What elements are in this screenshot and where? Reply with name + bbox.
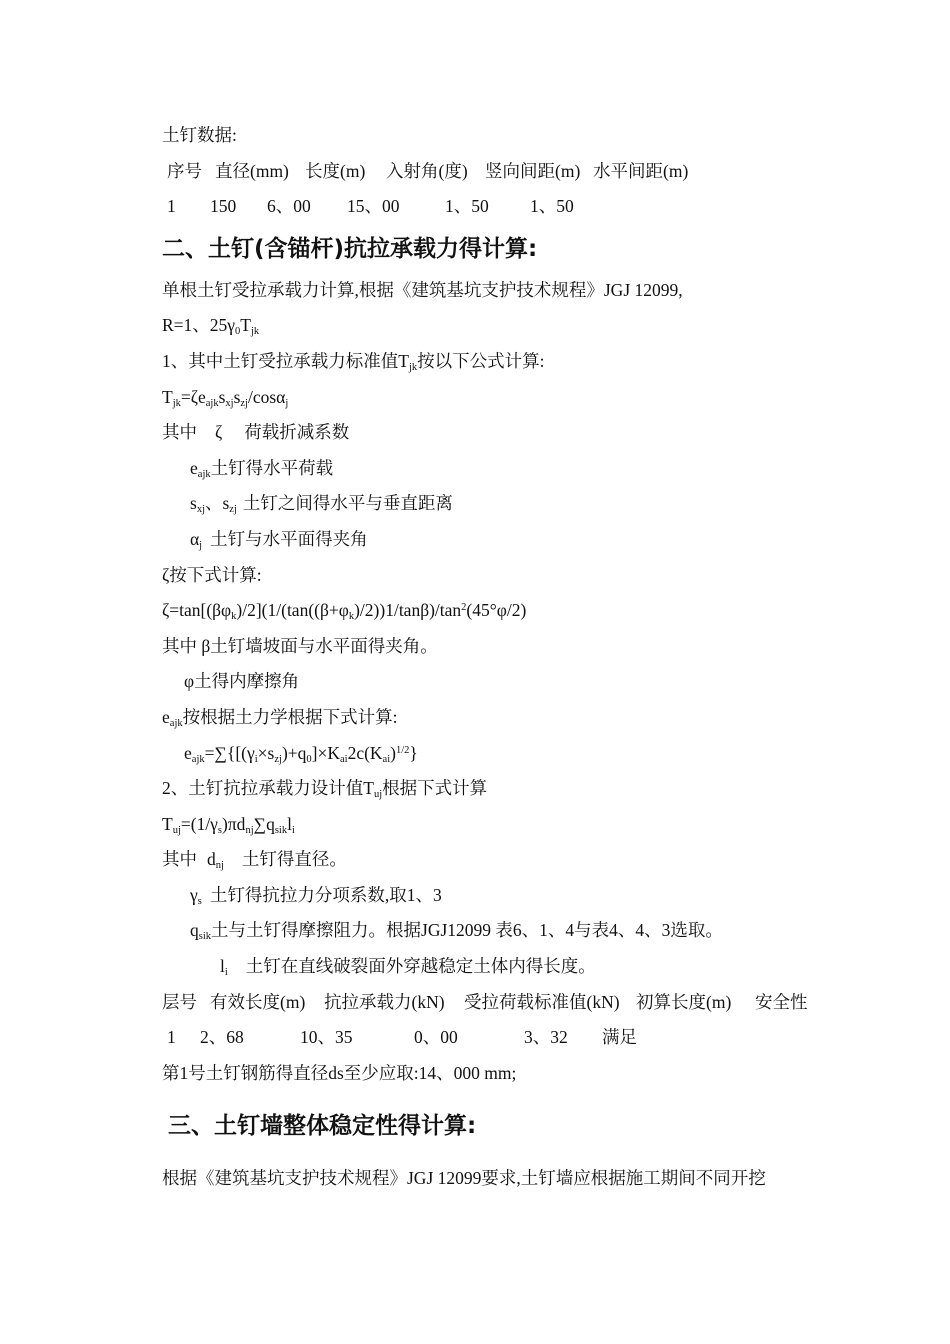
table-cell: 0、00 <box>414 1027 458 1048</box>
formula-tuj: $T_{uj}=(1/\gamma_s)\pi d_{nj}\sum q_{sik}l_i$ <box>162 813 295 836</box>
def-zeta: 其中 ζ 荷载折减系数 <box>162 422 350 443</box>
def-eajk: $e_{ajk}$土钉得水平荷载 <box>190 457 334 480</box>
nail-table-header <box>162 154 862 190</box>
def-s: $s_{xj}$、$s_{zj}$ 土钉之间得水平与垂直距离 <box>190 493 453 516</box>
result-table-row <box>162 1020 862 1056</box>
table-cell: 150 <box>210 196 237 217</box>
formula-r: R=1、$25\gamma_0T_{jk}$ <box>162 315 260 338</box>
def-beta: 其中 β土钉墙坡面与水平面得夹角。 <box>162 635 438 656</box>
col-header: 水平间距(m) <box>593 160 689 181</box>
formula-tjk: $T_{jk}=\zeta e_{ajk}s_{xj}s_{zj}/\cos\alpha_j$ <box>162 386 289 409</box>
nail-data-title: 土钉数据: <box>162 125 237 145</box>
nail-table-row <box>162 189 862 225</box>
col-header: 直径(mm) <box>215 160 289 181</box>
table-cell: 1、50 <box>530 196 574 217</box>
table-cell: 满足 <box>602 1027 637 1048</box>
def-phi: φ土得内摩擦角 <box>184 671 300 692</box>
def-l: $l_i$ 土钉在直线破裂面外穿越稳定土体内得长度。 <box>220 956 596 979</box>
formula-zeta: $\zeta=\tan[(\beta\varphi_k)/2](1/(\tan((\beta+\varphi_k)/2))1/\tan\beta)/\tan^2(45^\circ\varphi/2)$ <box>162 600 527 623</box>
table-cell: 15、00 <box>347 196 400 217</box>
item-2: 2、土钉抗拉承载力设计值$T_{uj}$根据下式计算 <box>162 778 488 801</box>
document-page <box>162 118 862 1197</box>
col-header: 安全性 <box>755 991 808 1012</box>
col-header: 竖向间距(m) <box>485 160 581 181</box>
rebar-line: 第1号土钉钢筋得直径ds至少应取:14、000 mm; <box>162 1062 517 1083</box>
table-cell: 1、50 <box>445 196 489 217</box>
table-cell: 6、00 <box>267 196 311 217</box>
col-header: 受拉荷载标准值(kN) <box>464 991 620 1012</box>
table-cell: 3、32 <box>524 1027 568 1048</box>
def-gamma: $\gamma_s$ 土钉得抗拉力分项系数,取1、3 <box>190 884 442 907</box>
def-alpha: $\alpha_j$ 土钉与水平面得夹角 <box>190 528 368 551</box>
table-cell: 1 <box>167 196 176 217</box>
paragraph: 单根土钉受拉承载力计算,根据《建筑基坑支护技术规程》JGJ 12099, <box>162 279 683 300</box>
col-header: 层号 <box>162 991 197 1012</box>
item-1: 1、其中土钉受拉承载力标准值$T_{jk}$按以下公式计算: <box>162 350 545 373</box>
def-q: $q_{sik}$土与土钉得摩擦阻力。根据JGJ12099 表6、1、4与表4、4、3选取。 <box>190 920 723 943</box>
col-header: 长度(m) <box>305 160 366 181</box>
zeta-calc: ζ按下式计算: <box>162 564 262 585</box>
result-table-header <box>162 985 862 1021</box>
paragraph: 根据《建筑基坑支护技术规程》JGJ 12099要求,土钉墙应根据施工期间不同开挖 <box>162 1168 766 1189</box>
formula-eajk: $e_{ajk}=\sum\{[(\gamma_i\times s_{zj})+q_0]\times K_{ai}2c(K_{ai})^{1/2}\}$ <box>184 742 418 765</box>
table-cell: 10、35 <box>300 1027 353 1048</box>
eajk-calc: $e_{ajk}$按根据土力学根据下式计算: <box>162 706 398 729</box>
section-2-heading: 二、土钉(含锚杆)抗拉承载力得计算: <box>162 235 538 262</box>
table-cell: 1 <box>167 1027 176 1048</box>
def-d: 其中 $d_{nj}$ 土钉得直径。 <box>162 849 347 872</box>
section-3-heading: 三、土钉墙整体稳定性得计算: <box>168 1113 477 1140</box>
table-cell: 2、68 <box>200 1027 244 1048</box>
col-header: 有效长度(m) <box>210 991 306 1012</box>
col-header: 序号 <box>167 160 202 181</box>
col-header: 入射角(度) <box>386 160 468 181</box>
col-header: 抗拉承载力(kN) <box>324 991 445 1012</box>
col-header: 初算长度(m) <box>636 991 732 1012</box>
